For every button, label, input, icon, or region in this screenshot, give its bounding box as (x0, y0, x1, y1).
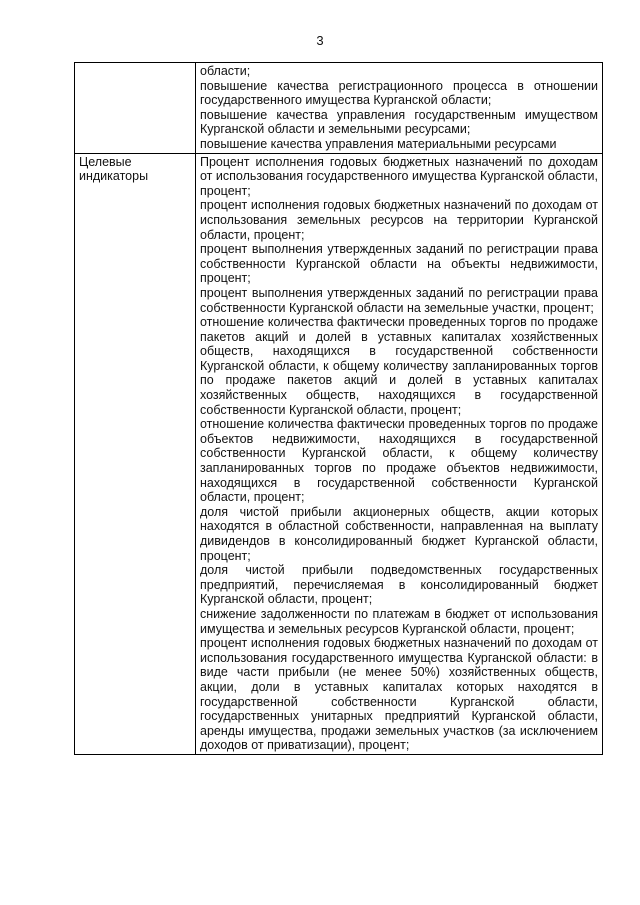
indicator-item: доля чистой прибыли акционерных обществ, акции которых находятся в областной собственности, направленная на выплату дивидендов в консолидированный бюджет Курганской области, процент; (200, 504, 598, 563)
page-number: 3 (316, 33, 324, 48)
indicator-item: доля чистой прибыли подведомственных государственных предприятий, перечисляемая в консолидированный бюджет Курганской области, процент; (200, 563, 598, 607)
list-item: повышение качества управления материальными ресурсами (200, 136, 557, 151)
indicator-item: процент исполнения годовых бюджетных назначений по доходам от использования государственного имущества Курганской области: в виде части прибыли (не менее 50%) хозяйственных обществ, акции, доли в уставных капиталах которых находятся в государственной собственности Курганской области, государственных унитарных предприятий Курганской области, аренды имущества, продажи земельных участков (за исключением доходов от приватизации), процент; (200, 636, 598, 753)
indicator-item: снижение задолженности по платежам в бюджет от использования имущества и земельных ресурсов Курганской области, процент; (200, 606, 598, 636)
row-content (196, 153, 603, 754)
indicator-item: Процент исполнения годовых бюджетных назначений по доходам от использования государственного имущества Курганской области, процент; (200, 154, 598, 198)
program-passport-table (74, 62, 603, 755)
table-row (75, 63, 603, 154)
indicator-item: процент выполнения утвержденных заданий по регистрации права собственности Курганской области на земельные участки, процент; (200, 285, 598, 315)
indicator-item: отношение количества фактически проведенных торгов по продаже пакетов акций и долей в уставных капиталах хозяйственных обществ, находящихся в государственной собственности Курганской области, к общему количеству запланированных торгов по продаже пакетов акций и долей в уставных капиталах хозяйственных обществ, находящихся в государственной собственности Курганской области, процент; (200, 315, 598, 417)
indicator-item: процент выполнения утвержденных заданий по регистрации права собственности Курганской области на объекты недвижимости, процент; (200, 242, 598, 286)
row-content (196, 63, 603, 154)
indicator-item: процент исполнения годовых бюджетных назначений по доходам от использования земельных ресурсов на территории Курганской области, процент; (200, 198, 598, 242)
row-label (75, 63, 196, 154)
indicator-item: отношение количества фактически проведенных торгов по продаже объектов недвижимости, находящихся в государственной собственности Курганской области, к общему количеству запланированных торгов по продаже объектов недвижимости, находящихся в государственной собственности Курганской области, процент; (200, 417, 598, 505)
list-item: повышение качества управления государственным имуществом Курганской области и земельными ресурсами; (200, 107, 598, 137)
row-label: Целевые индикаторы (75, 153, 196, 754)
table-row (75, 153, 603, 754)
list-item: области; (200, 64, 251, 78)
list-item: повышение качества регистрационного процесса в отношении государственного имущества Курганской области; (200, 78, 598, 108)
